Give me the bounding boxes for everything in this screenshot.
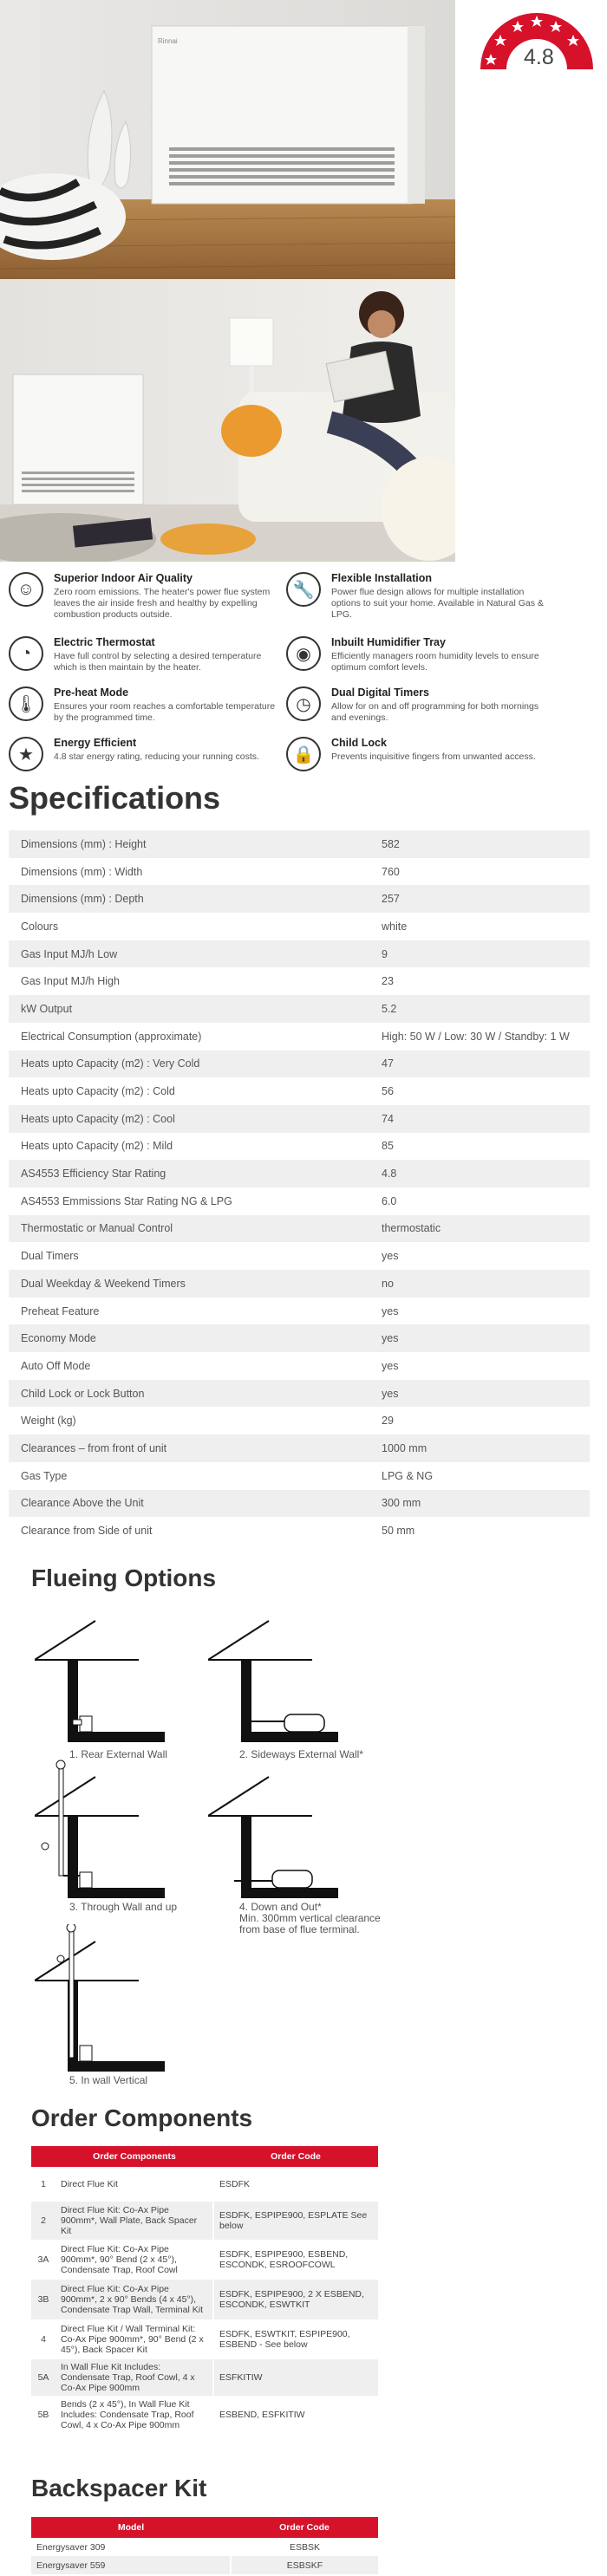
product-photo-living-room — [0, 279, 455, 562]
flue-caption: 4. Down and Out* — [239, 1901, 322, 1913]
flue-diagram-5 — [35, 1924, 165, 2072]
spec-row — [9, 967, 590, 995]
spec-label: Heats upto Capacity (m2) : Very Cold — [9, 1051, 375, 1078]
order-header-number — [31, 2146, 55, 2167]
flue-diagram-2 — [208, 1612, 347, 1742]
order-row-code: ESFKITIW — [213, 2359, 378, 2396]
spec-row — [9, 913, 590, 940]
spec-label: Weight (kg) — [21, 1415, 76, 1428]
specifications-table — [9, 830, 590, 1545]
order-row-description: Direct Flue Kit: Co-Ax Pipe 900mm*, 90° Bend (2 x 45°), Condensate Trap, Roof Cowl — [55, 2240, 213, 2280]
feature-description: Allow for on and off programming for both mornings and evenings. — [331, 701, 539, 723]
spec-label: AS4553 Emmissions Star Rating NG & LPG — [21, 1194, 232, 1207]
spec-label: Dimensions (mm) : Width — [21, 865, 143, 878]
lock-icon: 🔒 — [286, 737, 321, 771]
feature-title: Energy Efficient — [54, 737, 137, 749]
feature-description: Zero room emissions. The heater's power flue system leaves the air inside fresh and healthy by expelling combustion products outside. — [54, 587, 271, 620]
feature-title: Flexible Installation — [331, 572, 432, 584]
order-row-code: ESDFK, ESPIPE900, 2 X ESBEND, ESCONDK, ESWTKIT — [213, 2280, 378, 2319]
feature-title: Pre-heat Mode — [54, 686, 129, 699]
order-row-description: Direct Flue Kit: Co-Ax Pipe 900mm*, Wall Plate, Back Spacer Kit — [55, 2202, 213, 2240]
feature-description: Ensures your room reaches a comfortable temperature by the programmed time. — [54, 701, 276, 723]
order-row-code: ESDFK, ESPIPE900, ESPLATE See below — [213, 2202, 378, 2240]
spec-label: Colours — [21, 920, 59, 933]
order-row-code: ESDFK, ESPIPE900, ESBEND, ESCONDK, ESROOFCOWL — [219, 2249, 349, 2270]
spec-value: 257 — [375, 885, 590, 913]
specifications-heading: Specifications — [9, 780, 221, 816]
spec-value: 5.2 — [375, 995, 590, 1023]
spec-label: Dual Timers — [21, 1250, 79, 1263]
order-row — [31, 2319, 378, 2359]
feature-description: Power flue design allows for multiple installation options to suit your home. Available in Natural Gas & LPG. — [331, 587, 544, 620]
spec-label: Dimensions (mm) : Height — [9, 830, 375, 858]
spec-value: 4.8 — [375, 1160, 590, 1187]
product-photo-heater — [0, 0, 455, 279]
spec-row — [9, 1434, 590, 1462]
spec-value: 56 — [382, 1085, 394, 1098]
spec-row — [9, 858, 590, 886]
flue-note: Min. 300mm vertical clearance from base of flue terminal. — [239, 1912, 381, 1935]
spec-label: Dual Weekday & Weekend Timers — [9, 1270, 375, 1298]
spec-label: Auto Off Mode — [21, 1359, 91, 1372]
flue-option-sideways-external-wall — [208, 1612, 363, 1760]
energy-star-rating-badge — [477, 5, 597, 71]
backspacer-model: Energysaver 559 — [31, 2556, 231, 2574]
spec-row — [9, 1352, 590, 1380]
flue-diagram-4 — [208, 1760, 347, 1898]
spec-label: Electrical Consumption (approximate) — [21, 1030, 202, 1043]
spec-value: 760 — [382, 865, 400, 878]
air-quality-icon: ☺ — [9, 572, 43, 607]
feature-description: Efficiently managers room humidity levels to ensure optimum comfort levels. — [331, 651, 539, 673]
order-row — [31, 2202, 378, 2240]
spec-row — [9, 1077, 590, 1105]
spec-value: thermostatic — [375, 1215, 590, 1243]
order-header-code: Order Code — [213, 2146, 378, 2167]
order-row — [31, 2359, 378, 2396]
order-row-description: In Wall Flue Kit Includes: Condensate Trap, Roof Cowl, 4 x Co-Ax Pipe 900mm — [55, 2359, 213, 2396]
spec-value: no — [375, 1270, 590, 1298]
spec-value: yes — [382, 1250, 399, 1263]
backspacer-header-model: Model — [31, 2517, 231, 2538]
spec-label: Preheat Feature — [21, 1304, 100, 1317]
order-row-code: ESBEND, ESFKITIW — [219, 2410, 305, 2420]
backspacer-kit-heading: Backspacer Kit — [31, 2475, 207, 2501]
timer-icon: ◷ — [286, 686, 321, 721]
order-row-code: ESDFK, ESWTKIT, ESPIPE900, ESBEND - See below — [219, 2329, 350, 2350]
spec-value: white — [382, 920, 408, 933]
spec-value: 1000 mm — [375, 1434, 590, 1462]
spec-label: Gas Input MJ/h High — [21, 975, 120, 988]
order-row — [31, 2240, 378, 2280]
spec-row — [9, 1215, 590, 1243]
spec-row — [9, 1298, 590, 1325]
feature-description: 4.8 star energy rating, reducing your running costs. — [54, 751, 259, 762]
order-row-code: ESDFK — [219, 2179, 251, 2189]
spec-row — [9, 1160, 590, 1187]
spec-label: Child Lock or Lock Button — [9, 1380, 375, 1408]
order-row-number: 1 — [41, 2179, 46, 2189]
spec-row — [9, 1187, 590, 1215]
spec-value: yes — [375, 1324, 590, 1352]
flue-option-in-wall-vertical — [35, 1924, 165, 2086]
spec-label: kW Output — [9, 995, 375, 1023]
gauge-icon: ◔ — [9, 636, 43, 671]
spec-row — [9, 940, 590, 968]
order-row-number: 2 — [31, 2202, 55, 2240]
spec-row — [9, 1242, 590, 1270]
backspacer-row — [31, 2556, 378, 2574]
backspacer-row — [31, 2538, 378, 2556]
order-row-description: Bends (2 x 45°), In Wall Flue Kit Includes: Condensate Trap, Roof Cowl, 4 x Co-Ax Pipe 900mm — [55, 2396, 213, 2434]
spec-label: Gas Type — [21, 1469, 68, 1482]
rating-value: 4.8 — [524, 45, 554, 69]
spec-row — [9, 1517, 590, 1545]
spec-row — [9, 1407, 590, 1434]
feature-title: Electric Thermostat — [54, 636, 155, 648]
flue-caption: 1. Rear External Wall — [69, 1748, 167, 1760]
spec-label: Heats upto Capacity (m2) : Mild — [21, 1140, 173, 1153]
spec-value: 6.0 — [382, 1194, 397, 1207]
spec-label: Heats upto Capacity (m2) : Cold — [21, 1085, 175, 1098]
feature-description: Have full control by selecting a desired temperature which is then maintain by the heater. — [54, 651, 262, 673]
backspacer-model: Energysaver 309 — [31, 2538, 231, 2556]
backspacer-code: ESBSKF — [231, 2556, 378, 2574]
spec-label: Economy Mode — [9, 1324, 375, 1352]
order-row-number: 3A — [37, 2254, 49, 2265]
flue-diagram-1 — [35, 1612, 165, 1742]
order-components-table — [31, 2146, 378, 2434]
spec-label: Clearance Above the Unit — [9, 1490, 375, 1518]
feature-title: Inbuilt Humidifier Tray — [331, 636, 446, 648]
spec-value: High: 50 W / Low: 30 W / Standby: 1 W — [382, 1030, 570, 1043]
spec-row — [9, 830, 590, 858]
spec-label: Clearances – from front of unit — [9, 1434, 375, 1462]
flue-option-rear-external-wall — [35, 1612, 167, 1760]
thermometer-icon: 🌡 — [9, 686, 43, 721]
spec-value: 74 — [375, 1105, 590, 1133]
spec-value: 50 mm — [382, 1525, 415, 1538]
flue-diagram-3 — [35, 1760, 165, 1898]
spec-value: 29 — [382, 1415, 394, 1428]
order-row-number: 5B — [37, 2410, 49, 2420]
spec-row — [9, 1490, 590, 1518]
order-row-description: Direct Flue Kit / Wall Terminal Kit: Co-Ax Pipe 900mm*, 90° Bend (2 x 45°), Back Spacer Kit — [55, 2319, 213, 2359]
spec-value: 582 — [375, 830, 590, 858]
spec-value: LPG & NG — [382, 1469, 434, 1482]
spec-label: AS4553 Efficiency Star Rating — [9, 1160, 375, 1187]
backspacer-kit-table — [31, 2517, 378, 2574]
spec-row — [9, 1105, 590, 1133]
spec-row — [9, 1023, 590, 1051]
spec-label: Heats upto Capacity (m2) : Cool — [9, 1105, 375, 1133]
spec-row — [9, 995, 590, 1023]
order-row — [31, 2396, 378, 2434]
backspacer-header-code: Order Code — [231, 2517, 378, 2538]
spec-label: Dimensions (mm) : Depth — [9, 885, 375, 913]
flue-option-through-wall-and-up — [35, 1760, 177, 1913]
order-row-number: 4 — [41, 2334, 46, 2345]
humidifier-icon: ◉ — [286, 636, 321, 671]
star-icon: ★ — [9, 737, 43, 771]
spec-row — [9, 1324, 590, 1352]
spec-row — [9, 1270, 590, 1298]
order-row-number: 3B — [31, 2280, 55, 2319]
order-row — [31, 2280, 378, 2319]
flue-caption: 5. In wall Vertical — [69, 2074, 148, 2086]
order-row-description: Direct Flue Kit — [55, 2167, 213, 2202]
spec-label: Thermostatic or Manual Control — [9, 1215, 375, 1243]
spec-value: 9 — [375, 940, 590, 968]
feature-title: Dual Digital Timers — [331, 686, 429, 699]
feature-title: Superior Indoor Air Quality — [54, 572, 193, 584]
spec-row — [9, 1462, 590, 1490]
flue-caption: 3. Through Wall and up — [69, 1901, 178, 1913]
order-row-description: Direct Flue Kit: Co-Ax Pipe 900mm*, 2 x 90° Bends (4 x 45°), Condensate Trap Wall, Terminal Kit — [55, 2280, 213, 2319]
spec-value: yes — [375, 1380, 590, 1408]
wrench-icon: 🔧 — [286, 572, 321, 607]
feature-title: Child Lock — [331, 737, 387, 749]
svg-text:Rinnai: Rinnai — [158, 37, 178, 45]
spec-value: yes — [382, 1304, 399, 1317]
order-components-heading: Order Components — [31, 2104, 253, 2131]
flue-option-down-and-out — [208, 1760, 382, 1935]
feature-description: Prevents inquisitive fingers from unwanted access. — [331, 751, 536, 762]
spec-row — [9, 1051, 590, 1078]
spec-row — [9, 885, 590, 913]
spec-value: 47 — [375, 1051, 590, 1078]
spec-label: Gas Input MJ/h Low — [9, 940, 375, 968]
order-row — [31, 2167, 378, 2202]
backspacer-code: ESBSK — [289, 2541, 321, 2553]
spec-row — [9, 1133, 590, 1161]
order-row-number: 5A — [31, 2359, 55, 2396]
spec-value: 23 — [382, 975, 394, 988]
spec-value: yes — [382, 1359, 399, 1372]
flueing-options-heading: Flueing Options — [31, 1564, 217, 1591]
flue-caption: 2. Sideways External Wall* — [239, 1748, 363, 1760]
spec-row — [9, 1380, 590, 1408]
spec-label: Clearance from Side of unit — [21, 1525, 153, 1538]
spec-value: 300 mm — [375, 1490, 590, 1518]
order-header-components: Order Components — [55, 2146, 213, 2167]
spec-value: 85 — [382, 1140, 394, 1153]
